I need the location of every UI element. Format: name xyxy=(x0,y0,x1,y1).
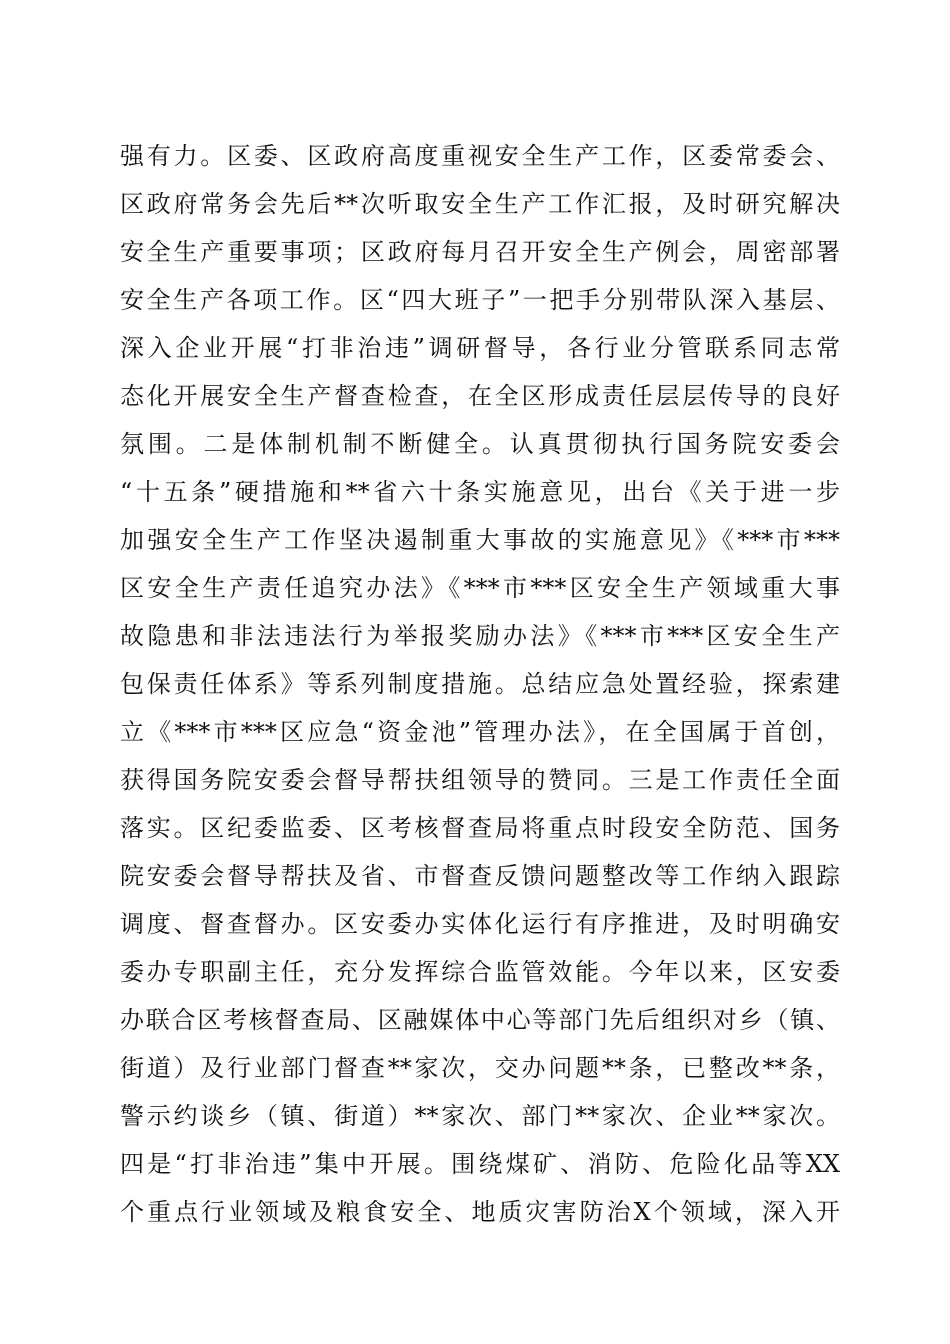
text-line-21: 警示约谈乡（镇、街道）**家次、部门**家次、企业**家次。 xyxy=(120,1102,840,1130)
text-line-19: 办联合区考核督查局、区融媒体中心等部门先后组织对乡（镇、 xyxy=(120,1006,840,1034)
text-line-14: 获得国务院安委会督导帮扶组领导的赞同。三是工作责任全面 xyxy=(120,766,840,794)
text-line-22: 四是“打非治违”集中开展。围绕煤矿、消防、危险化品等XX xyxy=(120,1150,840,1178)
text-line-6: 态化开展安全生产督查检查，在全区形成责任层层传导的良好 xyxy=(120,382,840,410)
text-line-10: 区安全生产责任追究办法》《***市***区安全生产领域重大事 xyxy=(120,574,840,602)
text-line-3: 安全生产重要事项；区政府每月召开安全生产例会，周密部署 xyxy=(120,238,840,266)
text-line-13: 立《***市***区应急“资金池”管理办法》，在全国属于首创， xyxy=(120,718,840,746)
text-line-15: 落实。区纪委监委、区考核督查局将重点时段安全防范、国务 xyxy=(120,814,840,842)
body-text xyxy=(120,132,840,1236)
text-line-12: 包保责任体系》等系列制度措施。总结应急处置经验，探索建 xyxy=(120,670,840,698)
text-line-9: 加强安全生产工作坚决遏制重大事故的实施意见》《***市*** xyxy=(120,526,840,554)
text-line-18: 委办专职副主任，充分发挥综合监管效能。今年以来，区安委 xyxy=(120,958,840,986)
text-line-8: “十五条”硬措施和**省六十条实施意见，出台《关于进一步 xyxy=(120,478,840,506)
text-line-17: 调度、督查督办。区安委办实体化运行有序推进，及时明确安 xyxy=(120,910,840,938)
text-line-1: 强有力。区委、区政府高度重视安全生产工作，区委常委会、 xyxy=(120,142,840,170)
text-line-4: 安全生产各项工作。区“四大班子”一把手分别带队深入基层、 xyxy=(120,286,840,314)
text-line-2: 区政府常务会先后**次听取安全生产工作汇报，及时研究解决 xyxy=(120,190,840,218)
text-line-7: 氛围。二是体制机制不断健全。认真贯彻执行国务院安委会 xyxy=(120,430,840,458)
text-line-20: 街道）及行业部门督查**家次，交办问题**条，已整改**条， xyxy=(120,1054,840,1082)
text-line-23: 个重点行业领域及粮食安全、地质灾害防治X个领域，深入开 xyxy=(120,1198,840,1226)
text-line-16: 院安委会督导帮扶及省、市督查反馈问题整改等工作纳入跟踪 xyxy=(120,862,840,890)
text-line-11: 故隐患和非法违法行为举报奖励办法》《***市***区安全生产 xyxy=(120,622,840,650)
text-line-5: 深入企业开展“打非治违”调研督导，各行业分管联系同志常 xyxy=(120,334,840,362)
